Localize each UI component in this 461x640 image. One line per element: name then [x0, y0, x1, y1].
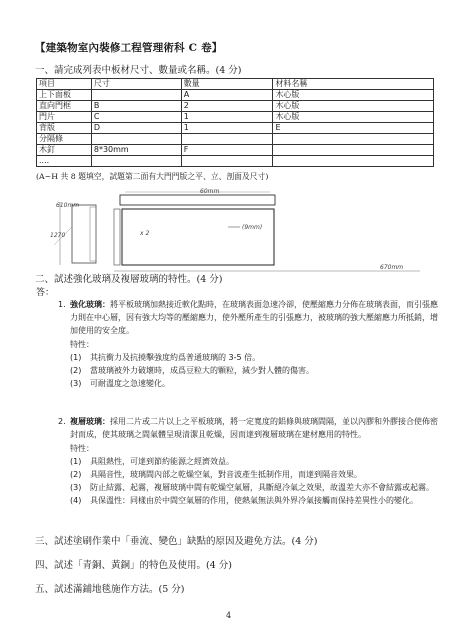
- answer-label: 答：: [36, 288, 55, 298]
- table-cell: [181, 156, 273, 167]
- door-sketch: [50, 187, 430, 277]
- table-cell: 木釘: [37, 145, 92, 156]
- table-cell: 直向門框: [37, 101, 92, 112]
- materials-table: [36, 78, 434, 167]
- feature-text: 當玻璃被外力破壞時，成爲豆粒大的顆粒，減少對人體的傷害。: [90, 366, 314, 375]
- table-cell: 數量: [181, 79, 273, 90]
- answer-2: [58, 415, 440, 507]
- feature-number: (3): [70, 379, 82, 388]
- answer-2-head: 複層玻璃：: [70, 417, 110, 426]
- answer-2-text: 採用二片或二片以上之平板玻璃，將一定寬度的鋁條與玻璃間隔，並以內膠和外膠接合使佈密封而成，使其玻璃之間氣體呈現清潔且乾燥，因而達到複層玻璃在建材應用的特性。: [70, 417, 438, 439]
- table-cell: D: [91, 123, 181, 134]
- table-cell: [91, 134, 181, 145]
- answer-1-text: 將平板玻璃加熱接近軟化點時，在玻璃表面急速冷卻，使壓縮應力分佈在玻璃表面，而引張應力則在中心層，因有強大均等的壓縮應力，使外壓所產生的引張應力，被玻璃的強大壓縮應力所抵銷，增加使用的安全度。: [70, 300, 438, 335]
- feature-number: (2): [70, 366, 82, 375]
- table-cell: [91, 90, 181, 101]
- feature-item: [70, 481, 440, 494]
- feature-item: [70, 377, 440, 390]
- table-cell: 木心版: [273, 90, 434, 101]
- table-cell: 背版: [37, 123, 92, 134]
- table-cell: 木心版: [273, 101, 434, 112]
- answer-1: [58, 298, 440, 390]
- answer-2-num: 2.: [58, 417, 66, 426]
- table-cell: 1: [181, 112, 273, 123]
- table-cell: [181, 134, 273, 145]
- sketch-label-bottom: 670mm: [380, 264, 404, 271]
- table-cell: 門片: [37, 112, 92, 123]
- table-cell: 材料名稱: [273, 79, 434, 90]
- feature-item: [70, 351, 440, 364]
- table-cell: C: [91, 112, 181, 123]
- feature-text: 可耐溫度之急速變化。: [90, 379, 170, 388]
- question-1: 一、請完成列表中板材尺寸、數量或名稱。(4 分): [35, 65, 242, 76]
- table-cell: 分隔條: [37, 134, 92, 145]
- table-row: [37, 156, 434, 167]
- question-4: 四、試述「青銅、黃銅」的特色及使用。(4 分): [35, 560, 232, 571]
- table-cell: 項目: [37, 79, 92, 90]
- table-row: [37, 145, 434, 156]
- table-cell: E: [273, 123, 434, 134]
- feature-number: (4): [70, 496, 82, 505]
- table-cell: 2: [181, 101, 273, 112]
- feature-item: [70, 455, 440, 468]
- table-cell: B: [91, 101, 181, 112]
- feature-item: [70, 364, 440, 377]
- table-cell: F: [181, 145, 273, 156]
- sketch-label-left-dim: 1270: [50, 232, 66, 239]
- table-cell: 尺寸: [91, 79, 181, 90]
- exam-title: 【建築物室內裝修工程管理術科 C 卷】: [35, 42, 223, 54]
- sketch-label-right: (9mm): [242, 224, 263, 231]
- answer-1-num: 1.: [58, 300, 66, 309]
- table-cell: 木心版: [273, 112, 434, 123]
- table-row: [37, 90, 434, 101]
- sketch-label-top: 60mm: [200, 188, 220, 195]
- table-cell: [91, 156, 181, 167]
- table-cell: 1: [181, 123, 273, 134]
- feature-item: [70, 468, 440, 481]
- feature-number: (1): [70, 353, 82, 362]
- sketch-label-mid: ⅹ 2: [140, 230, 150, 237]
- table-row: [37, 134, 434, 145]
- answer-1-features: [70, 351, 440, 390]
- table-row: [37, 123, 434, 134]
- feature-text: 其抗衝力及抗撓擊強度約爲普通玻璃的 3-5 倍。: [90, 353, 261, 362]
- table-cell: 上下面板: [37, 90, 92, 101]
- page-number: 4: [226, 611, 232, 620]
- table-note: (A~H 共 8 題填空，試題第二面有大門門版之平、立、剖面及尺寸): [36, 172, 269, 181]
- question-3: 三、試述塗刷作業中「垂流、變色」缺點的原因及避免方法。(4 分): [35, 536, 318, 547]
- answer-2-features: [70, 455, 440, 507]
- feature-number: (3): [70, 483, 82, 492]
- question-5: 五、試述滿鋪地毯施作方法。(5 分): [35, 584, 185, 595]
- answer-1-feature-label: 特性：: [70, 340, 94, 349]
- feature-number: (1): [70, 457, 82, 466]
- table-row: [37, 101, 434, 112]
- sketch-label-left-top: 610mm: [56, 202, 80, 209]
- feature-number: (2): [70, 470, 82, 479]
- table-cell: [273, 156, 434, 167]
- feature-text: 具保溫性：同樣由於中間空氣層的作用，使熱氣無法與外界冷氣接觸而保持差異性小的變化。: [90, 496, 418, 505]
- answer-1-head: 強化玻璃：: [70, 300, 110, 309]
- feature-text: 具隔音性，玻璃間內部之乾燥空氣，對音波產生抵制作用，而達到隔音效果。: [90, 470, 362, 479]
- feature-item: [70, 494, 440, 507]
- feature-text: 防止結露、起霧，複層玻璃中間有乾燥空氣層，具斷絕冷氣之效果，故溫差大亦不會結露或起霧。: [90, 483, 434, 492]
- question-2: 二、試述強化玻璃及複層玻璃的特性。(4 分): [35, 274, 223, 285]
- table-cell: [273, 145, 434, 156]
- table-row: [37, 112, 434, 123]
- feature-text: 具阻熱性，可達到節約能源之經濟效益。: [90, 457, 234, 466]
- table-header-row: [37, 79, 434, 90]
- table-cell: A: [181, 90, 273, 101]
- table-cell: [273, 134, 434, 145]
- table-cell: 8*30mm: [91, 145, 181, 156]
- answer-2-feature-label: 特性：: [70, 444, 94, 453]
- table-cell: ....: [37, 156, 92, 167]
